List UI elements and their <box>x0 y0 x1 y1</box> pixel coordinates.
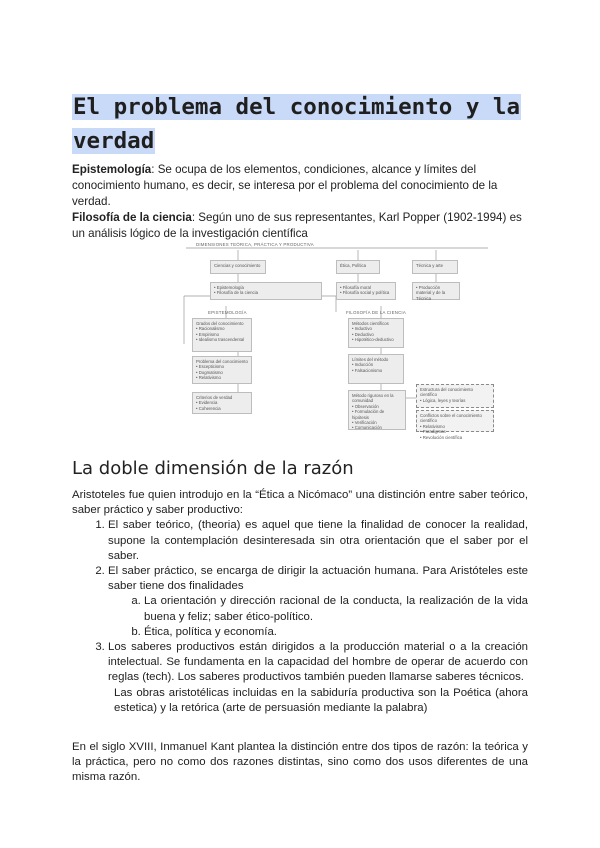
sublist-item-text: Ética, política y economía. <box>144 625 277 638</box>
node-produccion: • Producción material y de la Técnica <box>412 282 460 300</box>
diagram-label-epistemologia: EPISTEMOLOGÍA <box>208 310 247 315</box>
node-estructura-conocimiento: Estructura del conocimiento científico • Lógica, leyes y teorías <box>416 384 494 408</box>
list-item-text: El saber teórico, (theoria) es aquel que tiene la finalidad de conocer la realidad, supone la contemplación desinteresada sin otra orientación que el saber por el saber. <box>108 519 528 562</box>
concept-diagram <box>176 238 498 440</box>
definition-text-epistemologia: : Se ocupa de los elementos, condiciones, alcance y límites del conocimiento humano, es decir, se interesa por el problema del conocimiento de la verdad. <box>72 163 498 208</box>
sublist-item-b <box>144 625 528 640</box>
page-title <box>72 90 528 158</box>
term-filosofia-ciencia: Filosofía de la ciencia <box>72 211 192 224</box>
title-line-1: El problema del conocimiento y la <box>73 94 521 120</box>
intro-definitions <box>72 162 528 242</box>
node-grados-conocimiento: Grados del conocimiento • Racionalismo • Empirismo • Idealismo trascendental <box>192 318 252 352</box>
list-item-practico <box>108 564 528 640</box>
node-metodo-riguroso: Método riguroso en la comunidad • Observación • Formulación de hipótesis • Verificación • Comunicación <box>348 390 406 430</box>
node-ciencias: Ciencias y conocimiento <box>210 260 266 274</box>
term-epistemologia: Epistemología <box>72 163 152 176</box>
diagram-label-filosofia-ciencia: FILOSOFÍA DE LA CIENCIA <box>346 310 406 315</box>
closing-paragraph: En el siglo XVIII, Inmanuel Kant plantea la distinción entre dos tipos de razón: la teórica y la práctica, pero no como dos razones distintas, sino como dos usos diferentes de una misma razón. <box>72 741 528 784</box>
title-line-2: verdad <box>73 128 155 154</box>
productive-note: Las obras aristotélicas incluidas en la sabiduría productiva son la Poética (ahora estetica) y la retórica (arte de persuasión mediante la palabra) <box>114 686 528 714</box>
node-limites-metodo: Límites del método • Inducción • Falsacionismo <box>348 354 404 384</box>
node-problema-conocimiento: Problema del conocimiento • Escepticismo • Dogmatismo • Relativismo <box>192 356 252 384</box>
diagram-top-label: DIMENSIONES TEÓRICA, PRÁCTICA Y PRODUCTIVA <box>196 242 314 247</box>
saberes-list <box>72 518 528 716</box>
list-item-productivo <box>108 640 528 716</box>
finalidades-list <box>108 594 528 640</box>
list-item-text: Los saberes productivos están dirigidos a la producción material o a la creación intelectual. Se fundamenta en la capacidad del hombre de operar de acuerdo con reglas (tech). Los saberes productivos también pueden llamarse saberes técnicos. <box>108 641 528 684</box>
node-epistemologia-list: • Epistemología • Filosofía de la ciencia <box>210 282 322 300</box>
node-etica-politica: Ética, Política <box>336 260 380 274</box>
sublist-item-a <box>144 594 528 624</box>
list-item-text: El saber práctico, se encarga de dirigir la actuación humana. Para Aristóteles este saber tiene dos finalidades <box>108 565 528 593</box>
node-tecnica-arte: Técnica y arte <box>412 260 458 274</box>
node-metodos-cientificos: Métodos científicos • Inductivo • Deductivo • Hipotético-deductivo <box>348 318 404 348</box>
node-criterios-verdad: Criterios de verdad • Evidencia • Coherencia <box>192 392 252 414</box>
section-heading: La doble dimensión de la razón <box>72 458 354 479</box>
section-body <box>72 488 528 786</box>
definition-epistemologia <box>72 162 528 210</box>
body-intro: Aristoteles fue quien introdujo en la “Ética a Nicómaco” una distinción entre saber teórico, saber práctico y saber productivo: <box>72 489 528 517</box>
definition-text-filosofia-ciencia: : Según uno de sus representantes, Karl Popper (1902-1994) es un análisis lógico de la investigación científica <box>72 211 522 240</box>
sublist-item-text: La orientación y dirección racional de la conducta, la realización de la vida buena y feliz; saber ético-político. <box>144 595 528 623</box>
list-item-teorico <box>108 518 528 564</box>
node-filosofia-moral: • Filosofía moral • Filosofía social y política <box>336 282 396 300</box>
node-conflictos-conocimiento: Conflictos sobre el conocimiento científico • Relativismo • Paradigmas • Revolución científica <box>416 410 494 432</box>
